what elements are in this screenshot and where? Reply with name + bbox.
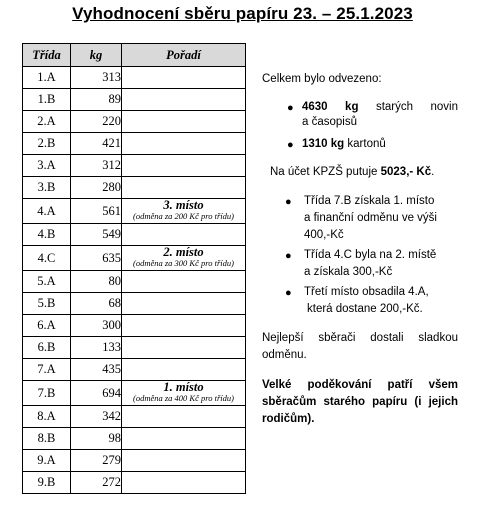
best-collectors-line1: Nejlepší sběrači dostali sladkou bbox=[262, 332, 458, 344]
table-row bbox=[23, 67, 246, 89]
class-cell: 1.A bbox=[23, 67, 71, 89]
kg-cell: 89 bbox=[71, 89, 122, 111]
result-first-line3: 400,-Kč bbox=[304, 229, 344, 241]
table-row bbox=[23, 133, 246, 155]
kg-cell: 80 bbox=[71, 271, 122, 293]
class-cell: 2.A bbox=[23, 111, 71, 133]
table-row bbox=[23, 472, 246, 494]
total-paper-line2: a časopisů bbox=[302, 116, 357, 128]
reward-note: (odměna za 200 Kč pro třídu) bbox=[133, 211, 234, 221]
account-pre: Na účet KPZŠ putuje bbox=[270, 166, 378, 178]
table-row bbox=[23, 224, 246, 246]
reward-note: (odměna za 300 Kč pro třídu) bbox=[133, 258, 234, 268]
bullet-icon: ● bbox=[285, 287, 292, 299]
table-row bbox=[23, 89, 246, 111]
kg-cell: 342 bbox=[71, 406, 122, 428]
place-label: 3. místo bbox=[163, 198, 204, 212]
kg-cell: 279 bbox=[71, 450, 122, 472]
class-cell: 2.B bbox=[23, 133, 71, 155]
class-cell: 4.B bbox=[23, 224, 71, 246]
results-table bbox=[22, 43, 246, 494]
place-cell bbox=[122, 111, 246, 133]
class-cell: 7.A bbox=[23, 359, 71, 381]
place-cell bbox=[122, 381, 246, 406]
header-place: Pořadí bbox=[122, 44, 246, 67]
class-cell: 8.B bbox=[23, 428, 71, 450]
table-row bbox=[23, 111, 246, 133]
account-amount: 5023,- Kč bbox=[380, 166, 432, 178]
total-cardboard bbox=[302, 137, 386, 152]
kg-cell: 280 bbox=[71, 177, 122, 199]
table-row bbox=[23, 155, 246, 177]
place-cell bbox=[122, 246, 246, 271]
bullet-icon: ● bbox=[287, 139, 294, 151]
place-cell bbox=[122, 271, 246, 293]
kg-cell: 561 bbox=[71, 199, 122, 224]
place-cell bbox=[122, 89, 246, 111]
table-row bbox=[23, 199, 246, 224]
place-cell bbox=[122, 67, 246, 89]
table-row bbox=[23, 246, 246, 271]
kg-cell: 421 bbox=[71, 133, 122, 155]
place-cell bbox=[122, 199, 246, 224]
class-cell: 9.B bbox=[23, 472, 71, 494]
kg-cell: 313 bbox=[71, 67, 122, 89]
header-kg: kg bbox=[71, 44, 122, 67]
place-cell bbox=[122, 406, 246, 428]
bullet-icon: ● bbox=[285, 250, 292, 262]
total-paper-label: starých novin bbox=[375, 101, 458, 113]
result-second-line1: Třída 4.C byla na 2. místě bbox=[304, 249, 437, 261]
table-row bbox=[23, 315, 246, 337]
result-third-line2: která dostane 200,-Kč. bbox=[307, 303, 423, 315]
table-row bbox=[23, 177, 246, 199]
place-cell bbox=[122, 472, 246, 494]
result-first-line2: a finanční odměnu ve výši bbox=[304, 212, 437, 224]
class-cell: 4.A bbox=[23, 199, 71, 224]
kg-cell: 300 bbox=[71, 315, 122, 337]
reward-note: (odměna za 400 Kč pro třídu) bbox=[133, 393, 234, 403]
place-cell bbox=[122, 315, 246, 337]
header-class: Třída bbox=[23, 44, 71, 67]
kg-cell: 133 bbox=[71, 337, 122, 359]
kg-cell: 68 bbox=[71, 293, 122, 315]
place-cell bbox=[122, 155, 246, 177]
table-row bbox=[23, 337, 246, 359]
total-paper-line1 bbox=[302, 100, 458, 115]
place-cell bbox=[122, 337, 246, 359]
kg-cell: 272 bbox=[71, 472, 122, 494]
table-body bbox=[23, 67, 246, 494]
class-cell: 3.B bbox=[23, 177, 71, 199]
kg-cell: 312 bbox=[71, 155, 122, 177]
table-row bbox=[23, 293, 246, 315]
place-cell bbox=[122, 359, 246, 381]
table-row bbox=[23, 271, 246, 293]
place-cell bbox=[122, 293, 246, 315]
place-cell bbox=[122, 133, 246, 155]
place-cell bbox=[122, 450, 246, 472]
page-title: Vyhodnocení sběru papíru 23. – 25.1.2023 bbox=[72, 4, 413, 23]
place-label: 1. místo bbox=[163, 380, 204, 394]
class-cell: 6.B bbox=[23, 337, 71, 359]
table-row bbox=[23, 381, 246, 406]
summary-intro: Celkem bylo odvezeno: bbox=[262, 73, 382, 85]
bullet-icon: ● bbox=[285, 196, 292, 208]
class-cell: 4.C bbox=[23, 246, 71, 271]
place-label: 2. místo bbox=[163, 245, 204, 259]
bullet-icon: ● bbox=[287, 102, 294, 114]
place-cell bbox=[122, 177, 246, 199]
place-cell bbox=[122, 428, 246, 450]
thanks-line2: sběračům starého papíru (i jejich bbox=[262, 396, 458, 408]
kg-cell: 220 bbox=[71, 111, 122, 133]
class-cell: 5.B bbox=[23, 293, 71, 315]
class-cell: 3.A bbox=[23, 155, 71, 177]
best-collectors-line2: odměnu. bbox=[262, 349, 307, 361]
kg-cell: 694 bbox=[71, 381, 122, 406]
result-third-line1: Třetí místo obsadila 4.A, bbox=[304, 286, 429, 298]
account-post: . bbox=[431, 166, 435, 178]
table-header-row bbox=[23, 44, 246, 67]
account-line bbox=[270, 165, 434, 180]
total-paper-amount: 4630 kg bbox=[302, 101, 359, 113]
class-cell: 8.A bbox=[23, 406, 71, 428]
class-cell: 9.A bbox=[23, 450, 71, 472]
thanks-line1: Velké poděkování patří všem bbox=[262, 379, 458, 391]
total-cardboard-label: kartonů bbox=[347, 138, 386, 150]
result-second-line2: a získala 300,-Kč bbox=[304, 266, 393, 278]
class-cell: 1.B bbox=[23, 89, 71, 111]
table-row bbox=[23, 359, 246, 381]
table-row bbox=[23, 450, 246, 472]
kg-cell: 635 bbox=[71, 246, 122, 271]
result-first-line1: Třída 7.B získala 1. místo bbox=[304, 195, 435, 207]
kg-cell: 435 bbox=[71, 359, 122, 381]
total-cardboard-amount: 1310 kg bbox=[302, 138, 345, 150]
table-row bbox=[23, 428, 246, 450]
table-row bbox=[23, 406, 246, 428]
thanks-line3: rodičům). bbox=[262, 413, 315, 425]
class-cell: 6.A bbox=[23, 315, 71, 337]
class-cell: 5.A bbox=[23, 271, 71, 293]
place-cell bbox=[122, 224, 246, 246]
kg-cell: 549 bbox=[71, 224, 122, 246]
kg-cell: 98 bbox=[71, 428, 122, 450]
class-cell: 7.B bbox=[23, 381, 71, 406]
